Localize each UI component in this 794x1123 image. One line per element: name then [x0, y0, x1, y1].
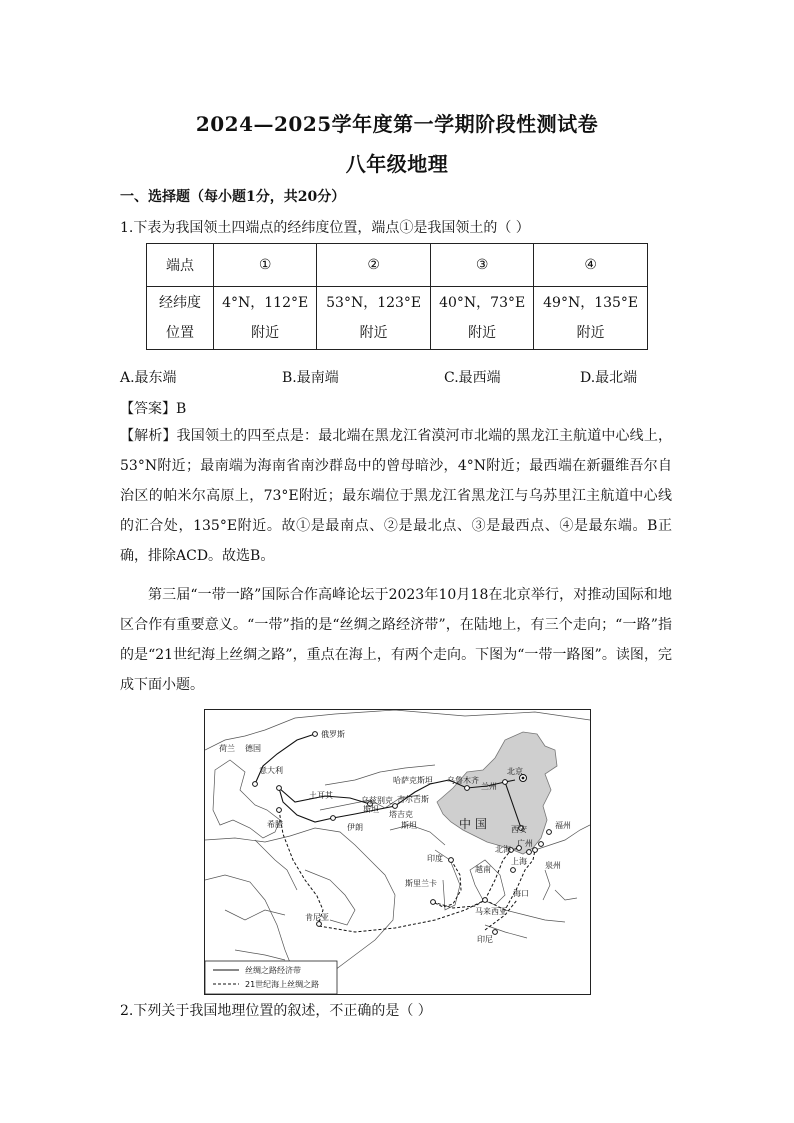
label-beihai: 北海: [495, 845, 511, 854]
belt-road-map: [204, 709, 591, 995]
label-kazakhstan: 哈萨克斯坦: [393, 776, 433, 785]
label-russia: 俄罗斯: [321, 730, 345, 739]
label-guangzhou: 广州: [517, 839, 533, 848]
label-urumqi: 乌鲁木齐: [447, 776, 479, 785]
table-cell: 49°N，135°E 附近: [534, 287, 648, 350]
label-italy: 意大利: [259, 766, 283, 775]
label-lanzhou: 兰州: [481, 782, 497, 791]
endpoint-table: [146, 243, 648, 350]
table-head-endpoint: 端点: [147, 244, 214, 287]
legend-land-label: 丝绸之路经济带: [245, 966, 301, 975]
beijing-marker-center: [522, 777, 525, 780]
label-quanzhou: 泉州: [545, 861, 561, 870]
intro-paragraph: 第三届“一带一路”国际合作高峰论坛于2023年10月18在北京举行，对推动国际和地区合作有重要意义。“一带”指的是“丝绸之路经济带”，在陆地上，有三个走向；“一路”指的是“21世纪海上丝绸之路”，重点在海上，有两个走向。下图为“一带一路图”。读图，完成下面小题。: [120, 587, 672, 693]
map-legend: [205, 961, 337, 994]
label-iran: 伊朗: [347, 823, 363, 832]
option-a: A.最东端: [120, 370, 177, 386]
option-c: C.最西端: [444, 370, 501, 386]
answer: 【答案】B: [120, 401, 187, 417]
question-1-stem: 1.下表为我国领土四端点的经纬度位置，端点①是我国领土的（ ）: [120, 220, 530, 236]
label-vietnam: 越南: [475, 865, 491, 874]
label-germany: 德国: [245, 744, 261, 753]
label-shanghai: 上海: [511, 857, 527, 866]
table-cell: 40°N，73°E 附近: [430, 287, 533, 350]
china-region: [437, 732, 557, 854]
table-col-head: ②: [317, 244, 431, 287]
label-indonesia: 印尼: [477, 935, 493, 944]
section-heading: 一、选择题（每小题1分，共20分）: [120, 189, 346, 205]
exam-subtitle: 八年级地理: [345, 152, 449, 176]
table-head-position: 经纬度 位置: [147, 287, 214, 350]
option-d: D.最北端: [580, 370, 638, 386]
question-2-stem: 2.下列关于我国地理位置的叙述，不正确的是（ ）: [120, 1003, 432, 1019]
label-china: 中 国: [459, 817, 487, 831]
analysis: 【解析】我国领土的四至点是：最北端在黑龙江省漠河市北端的黑龙江主航道中心线上，53°N附近；最南端为海南省南沙群岛中的曾母暗沙，4°N附近；最西端在新疆维吾尔自治区的帕米尔高原上，73°E附近；最东端位于黑龙江省黑龙江与乌苏里江主航道中心线的汇合处，135°E附近。故①是最南点、②是最北点、③是最西点、④是最东端。B正确，排除ACD。故选B。: [120, 428, 672, 564]
table-cell: 4°N，112°E 附近: [214, 287, 317, 350]
label-tajik-2: 斯坦: [401, 821, 417, 830]
label-kyrgyz: 吉尔吉斯: [397, 795, 429, 804]
map-svg: [205, 710, 590, 994]
exam-title: 2024—2025学年度第一学期阶段性测试卷: [195, 112, 599, 136]
label-fuzhou: 福州: [555, 821, 571, 830]
option-b: B.最南端: [282, 370, 339, 386]
label-greece: 希腊: [267, 820, 283, 829]
label-malaysia: 马来西亚: [475, 907, 507, 916]
table-col-head: ③: [430, 244, 533, 287]
label-tajik: 塔吉克: [389, 810, 413, 819]
label-turkey: 土耳其: [309, 791, 333, 800]
table-cell: 53°N，123°E 附近: [317, 287, 431, 350]
label-kenya: 肯尼亚: [305, 913, 329, 922]
label-netherlands: 荷兰: [219, 744, 235, 753]
label-uzbekistan: 乌兹别克: [361, 796, 393, 805]
label-beijing: 北京: [507, 767, 523, 776]
label-india: 印度: [427, 854, 443, 863]
legend-sea-label: 21世纪海上丝绸之路: [245, 980, 320, 989]
label-srilanka: 斯里兰卡: [405, 879, 437, 888]
table-col-head: ①: [214, 244, 317, 287]
label-xian: 西安: [511, 825, 527, 834]
table-col-head: ④: [534, 244, 648, 287]
label-haikou: 海口: [513, 889, 529, 898]
label-uzbekistan-2: 斯坦: [363, 805, 379, 814]
